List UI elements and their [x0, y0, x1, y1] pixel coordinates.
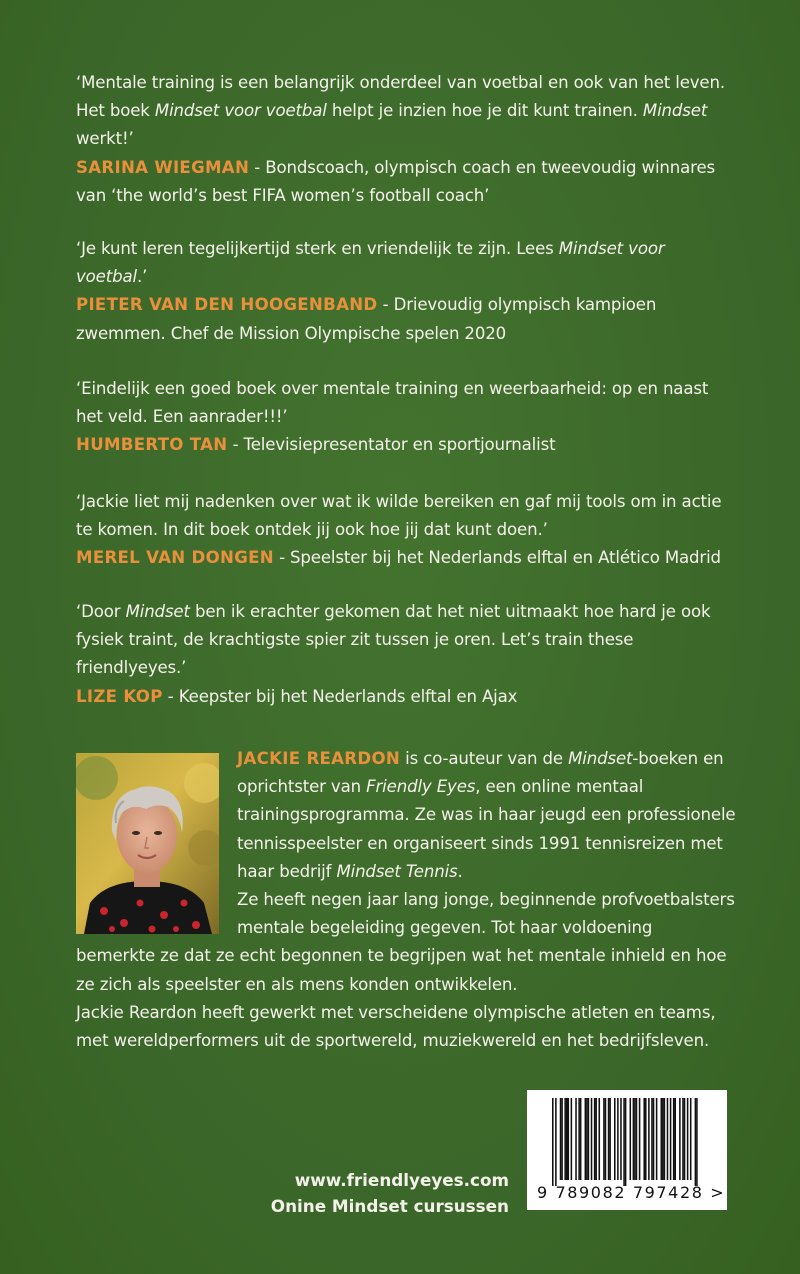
author-bio	[76, 745, 736, 1055]
quote-author-role: - Keepster bij het Nederlands elftal en Ajax	[162, 686, 518, 706]
quote-author: SARINA WIEGMAN	[76, 157, 250, 177]
quote-block-tan	[76, 375, 736, 460]
quote-author-role: - Televisiepresentator en sportjournalist	[227, 435, 556, 455]
bio-author-name: JACKIE REARDON	[237, 749, 401, 768]
quote-text: ‘Eindelijk een goed boek over mentale training en weerbaarheid: op en naast het veld. Een aanrader!!!’	[76, 379, 709, 427]
quote-attribution	[76, 291, 736, 347]
quote-author: PIETER VAN DEN HOOGENBAND	[76, 295, 378, 315]
quote-author: HUMBERTO TAN	[76, 435, 228, 455]
quote-block-hoogenband	[76, 235, 736, 348]
quote-author-role: - Bondscoach, olympisch coach en tweevoudig winnares van ‘the world’s best FIFA women’s football coach’	[76, 157, 716, 205]
quote-author-role: - Drievoudig olympisch kampioen zwemmen. Chef de Mission Olympische spelen 2020	[76, 295, 657, 343]
quote-text: ‘Jackie liet mij nadenken over wat ik wilde bereiken en gaf mij tools om in actie te komen. In dit boek ontdek jij ook hoe jij dat kunt doen.’	[76, 492, 722, 540]
quote-author: MEREL VAN DONGEN	[76, 548, 274, 568]
quote-text: ‘Mentale training is een belangrijk onderdeel van voetbal en ook van het leven. Het boek Mindset voor voetbal helpt je inzien hoe je dit kunt trainen. Mindset werkt!’	[76, 73, 725, 149]
quote-attribution	[76, 683, 736, 711]
quote-author-role: - Speelster bij het Nederlands elftal en Atlético Madrid	[273, 548, 721, 568]
quote-attribution	[76, 544, 736, 572]
bio-paragraph-3: Jackie Reardon heeft gewerkt met verscheidene olympische atleten en teams, met wereldperformers uit de sportwereld, muziekwereld en het bedrijfsleven.	[76, 1002, 716, 1051]
bio-paragraph-2: Ze heeft negen jaar lang jonge, beginnende profvoetbalsters mentale begeleiding gegeven. Tot haar voldoening bemerkte ze dat ze echt begonnen te begrijpen wat het mentale inhield en hoe ze zich als speelster en als mens konden ontwikkelen.	[76, 890, 735, 994]
quote-attribution	[76, 431, 736, 459]
quote-block-kop	[76, 598, 736, 711]
quote-text: ‘Door Mindset ben ik erachter gekomen dat het niet uitmaakt hoe hard je ook fysiek traint, de krachtigste spier zit tussen je oren. Let’s train these friendlyeyes.’	[76, 602, 711, 678]
bio-paragraph-1: JACKIE REARDON is co-auteur van de Mindset-boeken en oprichtster van Friendly Eyes, een online mentaal trainingsprogramma. Ze was in haar jeugd een professionele tennisspeelster en organiseert sinds 1991 tennisreizen met haar bedrijf Mindset Tennis.	[237, 749, 736, 881]
isbn-number: 9 789082 797428 >	[537, 1183, 726, 1202]
quote-text: ‘Je kunt leren tegelijkertijd sterk en vriendelijk te zijn. Lees Mindset voor voetbal.’	[76, 239, 665, 287]
quote-block-wiegman	[76, 69, 736, 210]
website-link[interactable]: www.friendlyeyes.com	[294, 1170, 509, 1190]
quote-author: LIZE KOP	[76, 686, 163, 706]
footer-website-block	[271, 1167, 509, 1219]
quote-block-van-dongen	[76, 488, 736, 573]
barcode-bars	[527, 1090, 727, 1186]
isbn-barcode	[527, 1090, 727, 1210]
quote-attribution	[76, 154, 736, 210]
tagline: Onine Mindset cursussen	[270, 1196, 509, 1216]
